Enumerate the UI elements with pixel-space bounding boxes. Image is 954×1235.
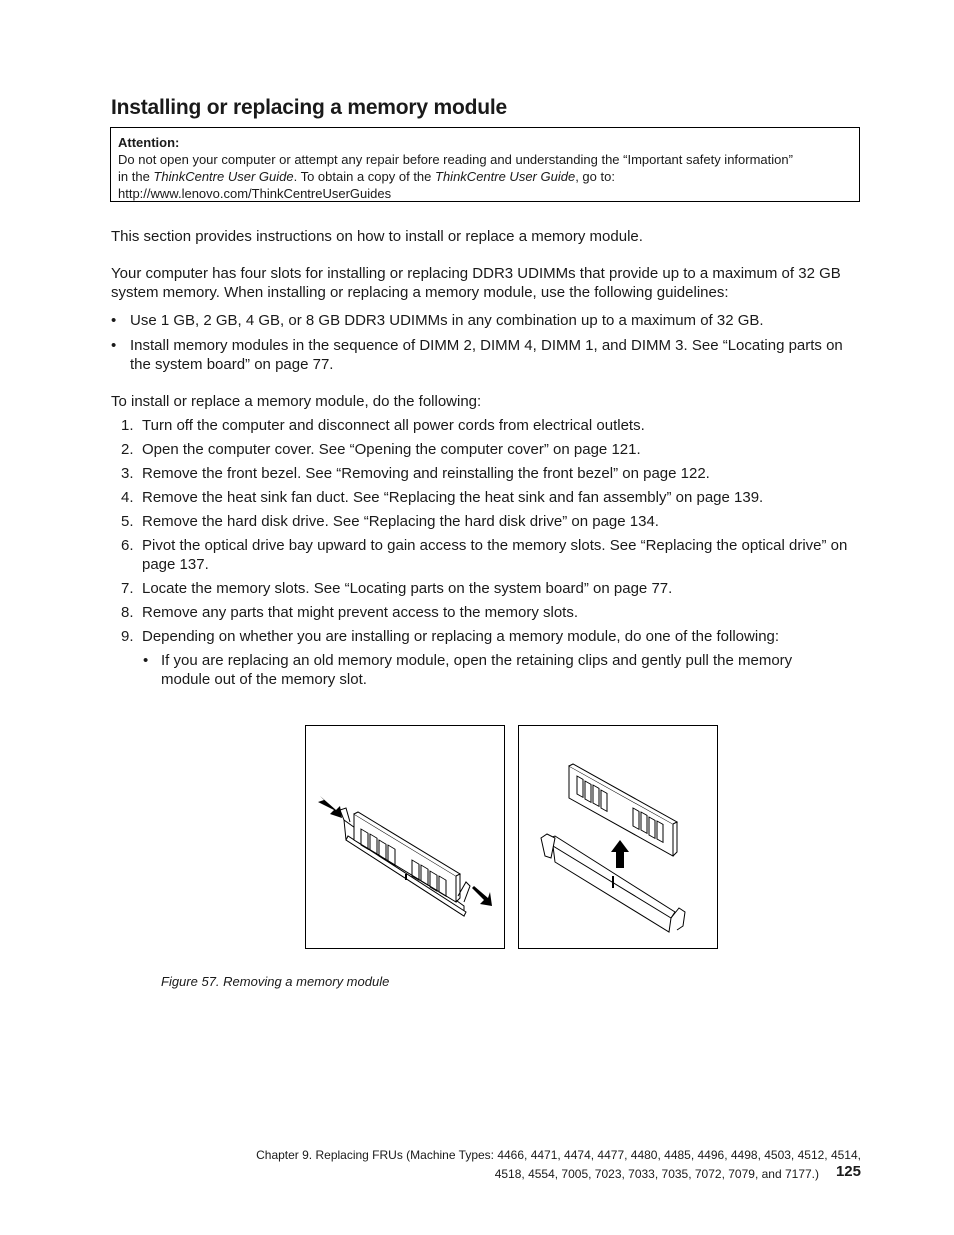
step-number: 1. — [121, 417, 134, 434]
memory-clips-illustration — [306, 726, 506, 950]
arrow-up-icon — [611, 840, 629, 868]
step-number: 9. — [121, 628, 134, 645]
figure-panel-open-clips — [305, 725, 505, 949]
attention-label: Attention: — [118, 135, 180, 150]
steps-list — [111, 416, 856, 646]
page-number: 125 — [835, 1163, 861, 1180]
attention-line-2-post: , go to: — [575, 169, 615, 184]
attention-notice — [110, 127, 860, 202]
sub-bullet-item — [141, 651, 841, 689]
step-text: Open the computer cover. See “Opening the computer cover” on page 121. — [142, 441, 641, 458]
bullet-marker: • — [111, 312, 117, 329]
step-number: 6. — [121, 537, 134, 554]
guideline-item — [111, 311, 856, 330]
step-item — [111, 627, 856, 646]
step-number: 4. — [121, 489, 134, 506]
bullet-marker: • — [143, 652, 149, 669]
step-text: Remove the hard disk drive. See “Replacing the hard disk drive” on page 134. — [142, 513, 659, 530]
figure-panel-remove-module — [518, 725, 718, 949]
step-number: 8. — [121, 604, 134, 621]
step-text: Locate the memory slots. See “Locating parts on the system board” on page 77. — [142, 580, 673, 597]
slots-paragraph: Your computer has four slots for installing or replacing DDR3 UDIMMs that provide up to a maximum of 32 GB system memory. When installing or replacing a memory module, use the following guidelines: — [111, 265, 841, 301]
footer-line-2: 4518, 4554, 7005, 7023, 7033, 7035, 7072, 7079, and 7177.) — [494, 1167, 819, 1181]
arrow-left-icon — [318, 796, 342, 818]
step-text: Turn off the computer and disconnect all power cords from electrical outlets. — [142, 417, 645, 434]
step-item — [111, 603, 856, 622]
guide-title-1: ThinkCentre User Guide — [153, 169, 294, 184]
figure-caption: Figure 57. Removing a memory module — [161, 974, 390, 989]
step-text: Depending on whether you are installing or replacing a memory module, do one of the following: — [142, 628, 780, 645]
guideline-text: Use 1 GB, 2 GB, 4 GB, or 8 GB DDR3 UDIMMs in any combination up to a maximum of 32 GB. — [130, 312, 764, 329]
guideline-item — [111, 336, 856, 374]
attention-line-2-mid: . To obtain a copy of the — [293, 169, 436, 184]
step-item — [111, 536, 856, 574]
arrow-right-icon — [472, 886, 492, 906]
step-item — [111, 512, 856, 531]
bullet-marker: • — [111, 337, 117, 354]
sub-bullet-list — [141, 651, 841, 689]
step-number: 5. — [121, 513, 134, 530]
step-number: 3. — [121, 465, 134, 482]
step-text: Remove any parts that might prevent access to the memory slots. — [142, 604, 579, 621]
step-item — [111, 440, 856, 459]
step-number: 2. — [121, 441, 134, 458]
guides-url[interactable]: http://www.lenovo.com/ThinkCentreUserGuides — [118, 186, 392, 201]
guidelines-list — [111, 311, 856, 374]
guide-title-2: ThinkCentre User Guide — [435, 169, 576, 184]
step-item — [111, 464, 856, 483]
footer-line-1: Chapter 9. Replacing FRUs (Machine Types: 4466, 4471, 4474, 4477, 4480, 4485, 4496, 4498, 4503, 4512, 4514, — [256, 1148, 861, 1162]
step-number: 7. — [121, 580, 134, 597]
page-title: Installing or replacing a memory module — [111, 96, 507, 119]
sub-bullet-text: If you are replacing an old memory module, open the retaining clips and gently pull the memory module out of the memory slot. — [161, 652, 793, 688]
steps-intro: To install or replace a memory module, do the following: — [111, 393, 482, 410]
intro-paragraph: This section provides instructions on how to install or replace a memory module. — [111, 228, 643, 245]
step-text: Remove the front bezel. See “Removing and reinstalling the front bezel” on page 122. — [142, 465, 710, 482]
step-text: Pivot the optical drive bay upward to gain access to the memory slots. See “Replacing the optical drive” on page 137. — [142, 537, 848, 573]
step-item — [111, 579, 856, 598]
step-item — [111, 416, 856, 435]
attention-line-1: Do not open your computer or attempt any repair before reading and understanding the “Important safety information” — [118, 152, 793, 167]
step-item — [111, 488, 856, 507]
step-text: Remove the heat sink fan duct. See “Replacing the heat sink and fan assembly” on page 139. — [142, 489, 764, 506]
memory-removal-illustration — [519, 726, 719, 950]
attention-line-2-pre: in the — [118, 169, 154, 184]
guideline-text: Install memory modules in the sequence of DIMM 2, DIMM 4, DIMM 1, and DIMM 3. See “Locating parts on the system board” on page 77. — [130, 337, 843, 373]
